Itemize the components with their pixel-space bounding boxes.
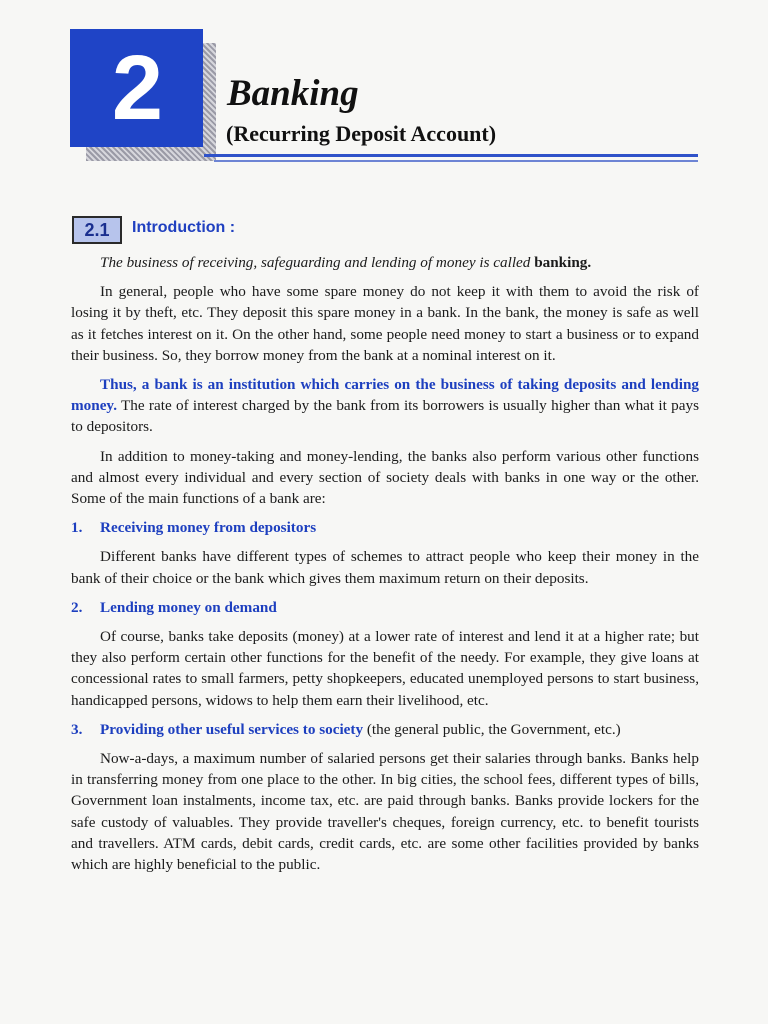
body-text: [71, 252, 699, 883]
chapter-number: 2: [111, 37, 162, 139]
function-text: Now-a-days, a maximum number of salaried persons get their salaries through banks. Banks help in transferring money from one place to the other. In big cities, the school fees, different types of bills, Government loan instalments, income tax, etc. are paid through banks. Banks provide lockers for the safe custody of valuables. They provide traveller's cheques, foreign currency, etc. to benefit tourists and travellers. ATM cards, debit cards, credit cards, etc. are some other facilities provided by banks which are highly beneficial to the public.: [71, 750, 699, 874]
definition-paragraph: [71, 252, 699, 273]
function-title: Providing other useful services to society: [100, 720, 364, 738]
paragraph: [71, 374, 699, 438]
paragraph-text: The rate of interest charged by the bank from its borrowers is usually higher than what it pays to depositors.: [71, 397, 699, 436]
function-text: Of course, banks take deposits (money) at a lower rate of interest and lend it at a higher rate; but they also perform certain other functions for the benefit of the needy. For example, they give loans at concessional rates to small farmers, petty shopkeepers, educated unemployed persons to start business, handicapped persons, widows to help them earn their livelihood, etc.: [71, 628, 699, 709]
definition-text: The business of receiving, safeguarding and lending of money is called: [100, 254, 531, 271]
function-number: 3.: [71, 720, 83, 738]
paragraph: In addition to money-taking and money-lending, the banks also perform various other functions and almost every individual and every section of society deals with banks in one way or the other. Some of the main functions of a bank are:: [71, 447, 699, 508]
function-heading: [71, 719, 699, 740]
function-heading: [71, 517, 699, 538]
function-number: 1.: [71, 519, 83, 537]
paragraph: In general, people who have some spare money do not keep it with them to avoid the risk of losing it by theft, etc. They deposit this spare money in a bank. In the bank, the money is safe as well as it fetches interest on it. On the other hand, some people need money to start a business or to expand their business. So, they borrow money from the bank at a nominal interest on it.: [71, 283, 699, 364]
chapter-number-box: [70, 29, 203, 147]
bank-definition: Thus, a bank is an institution which carries on the business of taking deposits and lending money.: [71, 376, 699, 415]
function-number: 2.: [71, 598, 83, 616]
chapter-title: Banking: [227, 73, 359, 114]
function-heading: [71, 597, 699, 618]
definition-term: banking.: [534, 254, 592, 271]
function-text: Different banks have different types of schemes to attract people who keep their money in the bank of their choice or the bank which gives them maximum return on their deposits.: [71, 548, 699, 587]
chapter-subtitle: (Recurring Deposit Account): [226, 121, 497, 146]
section-title: Introduction :: [132, 219, 236, 236]
function-title: Receiving money from depositors: [100, 519, 317, 537]
function-title-suffix: (the general public, the Government, etc.): [363, 720, 621, 738]
section-number: 2.1: [72, 216, 122, 244]
function-title: Lending money on demand: [100, 598, 277, 616]
title-rule: [204, 154, 698, 157]
title-rule-secondary: [214, 160, 698, 162]
